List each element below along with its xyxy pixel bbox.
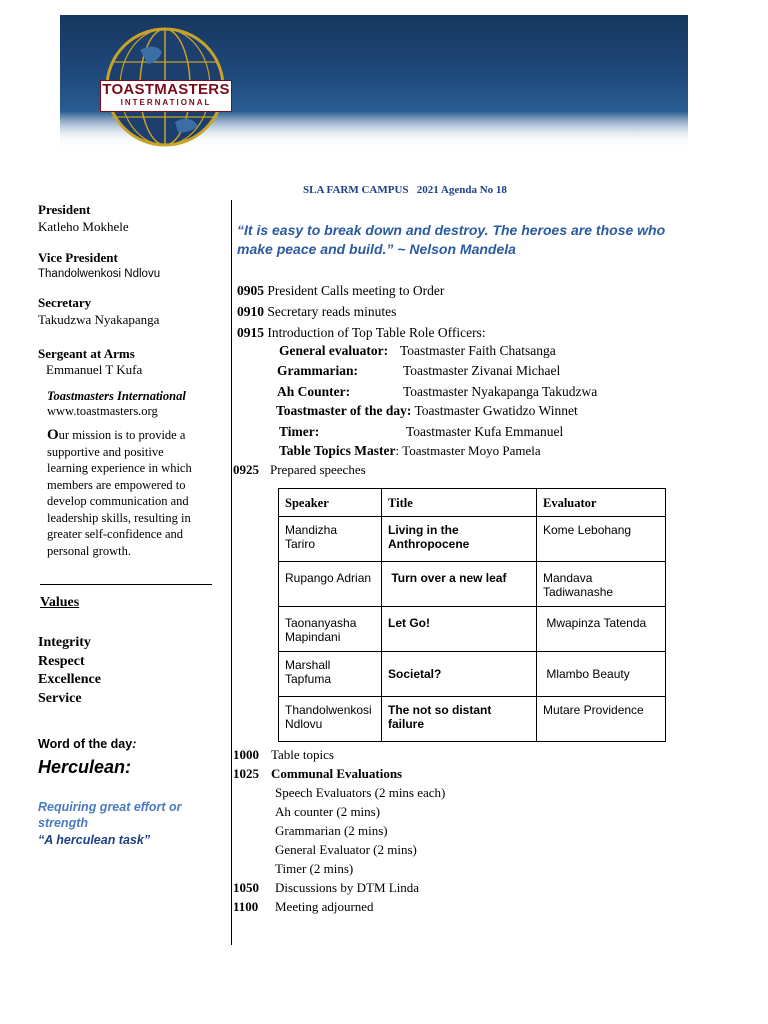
agenda-time: 1050 bbox=[233, 880, 259, 895]
cell-line: Taonanyasha bbox=[285, 616, 357, 630]
agenda-text: Prepared speeches bbox=[270, 462, 366, 477]
agenda-text: Table topics bbox=[271, 747, 334, 762]
value-item: Excellence bbox=[38, 672, 101, 687]
word-of-the-day-label bbox=[38, 737, 136, 751]
cell-line: Mandava bbox=[543, 571, 593, 585]
mission-line: leadership skills, resulting in bbox=[47, 510, 191, 525]
communal-item: Timer (2 mins) bbox=[275, 861, 354, 876]
table-row bbox=[279, 607, 666, 652]
table-row bbox=[279, 562, 666, 607]
officer-sergeant-at-arms bbox=[38, 346, 223, 378]
officer-name: Katleho Mokhele bbox=[38, 219, 129, 234]
column-header-evaluator: Evaluator bbox=[537, 489, 666, 517]
officer-vice-president bbox=[38, 250, 223, 280]
table-row bbox=[279, 652, 666, 697]
quote-line: make peace and build.” ~ Nelson Mandela bbox=[237, 241, 516, 257]
mission-line: ur mission is to provide a bbox=[58, 428, 186, 442]
org-url[interactable]: www.toastmasters.org bbox=[47, 404, 158, 418]
mission-line: greater self-confidence and bbox=[47, 527, 184, 541]
agenda-time: 0925 bbox=[233, 462, 259, 477]
cell-line: Tapfuma bbox=[285, 672, 332, 686]
role-toastmaster-of-the-day bbox=[276, 403, 578, 419]
agenda-opening bbox=[237, 280, 486, 343]
cell-line: The not so distant failure bbox=[388, 703, 492, 731]
officer-role: President bbox=[38, 202, 91, 217]
agenda-time: 0905 bbox=[237, 283, 264, 298]
role-general-evaluator: General evaluator: bbox=[279, 343, 389, 358]
agenda-time: 1100 bbox=[233, 899, 259, 914]
role-general-evaluator-name: Toastmaster Faith Chatsanga bbox=[400, 343, 556, 358]
table-row bbox=[279, 517, 666, 562]
cell-line: Living in the bbox=[388, 523, 459, 537]
agenda-text: Communal Evaluations bbox=[271, 766, 403, 781]
toastmasters-logo bbox=[100, 22, 230, 152]
officer-secretary bbox=[38, 295, 223, 328]
sidebar-divider bbox=[40, 584, 212, 585]
cell-line: Societal? bbox=[388, 667, 442, 681]
cell-line: Tariro bbox=[285, 537, 316, 551]
communal-item: General Evaluator (2 mins) bbox=[275, 842, 417, 857]
agenda-later bbox=[233, 745, 533, 916]
mission-line: members are empowered to bbox=[47, 477, 186, 492]
evaluator-cell bbox=[537, 652, 666, 697]
mission-initial: O bbox=[47, 427, 59, 443]
officer-role: Vice President bbox=[38, 250, 118, 265]
org-name: Toastmasters International bbox=[47, 389, 186, 403]
agenda-text: Discussions by DTM Linda bbox=[275, 880, 420, 895]
agenda-text: President Calls meeting to Order bbox=[264, 283, 445, 298]
agenda-time: 0910 bbox=[237, 304, 264, 319]
cell-line: Ndlovu bbox=[285, 717, 323, 731]
cell-line: Let Go! bbox=[388, 616, 430, 630]
agenda-item bbox=[233, 878, 533, 897]
quote bbox=[237, 221, 665, 259]
agenda-item bbox=[233, 764, 533, 783]
mission-line: personal growth. bbox=[47, 543, 132, 558]
agenda-prepared-speeches bbox=[233, 462, 366, 478]
role-ah-counter: Ah Counter: bbox=[277, 384, 351, 399]
role-label: Toastmaster of the day: bbox=[276, 403, 412, 418]
role-name: Toastmaster Gwatidzo Winnet bbox=[411, 403, 578, 418]
role-table-topics-master bbox=[279, 443, 541, 459]
column-divider bbox=[231, 200, 232, 945]
title-cell bbox=[382, 697, 537, 742]
title-cell bbox=[382, 517, 537, 562]
speeches-table bbox=[278, 488, 666, 742]
column-header-title: Title bbox=[382, 489, 537, 517]
agenda-item bbox=[237, 322, 486, 343]
value-item: Integrity bbox=[38, 635, 91, 650]
role-grammarian: Grammarian: bbox=[277, 363, 358, 378]
agenda-text: Secretary reads minutes bbox=[264, 304, 397, 319]
values-list bbox=[38, 634, 101, 708]
value-item: Respect bbox=[38, 653, 85, 669]
communal-item: Speech Evaluators (2 mins each) bbox=[275, 785, 446, 800]
agenda-item bbox=[233, 745, 533, 764]
word-of-the-day: Herculean: bbox=[38, 757, 132, 777]
cell-line: Mlambo Beauty bbox=[543, 667, 630, 681]
agenda-item bbox=[233, 897, 533, 916]
cell-line: Mwapinza Tatenda bbox=[543, 616, 647, 630]
mission-statement bbox=[47, 427, 223, 559]
word-example: “A herculean task” bbox=[38, 833, 151, 847]
logo-line-1: TOASTMASTERS bbox=[102, 81, 230, 98]
mission-line: supportive and positive bbox=[47, 444, 164, 459]
speaker-cell bbox=[279, 652, 382, 697]
agenda-item bbox=[237, 301, 486, 322]
agenda-item bbox=[237, 280, 486, 301]
cell-line: Mutare Providence bbox=[543, 703, 644, 717]
speaker-cell bbox=[279, 562, 382, 607]
cell-line: Turn over a new leaf bbox=[388, 571, 507, 585]
role-label: Table Topics Master bbox=[279, 443, 396, 458]
speaker-cell bbox=[279, 517, 382, 562]
officer-president bbox=[38, 202, 223, 235]
cell-line: Anthropocene bbox=[388, 537, 470, 551]
role-grammarian-name: Toastmaster Zivanai Michael bbox=[403, 363, 561, 378]
cell-line: Mandizha bbox=[285, 523, 338, 537]
sidebar bbox=[38, 202, 223, 559]
agenda-heading: SLA FARM CAMPUS 2021 Agenda No 18 bbox=[303, 184, 507, 196]
table-row bbox=[279, 697, 666, 742]
logo-line-2: INTERNATIONAL bbox=[120, 98, 212, 107]
logo-wordmark bbox=[100, 80, 232, 112]
agenda-text: Introduction of Top Table Role Officers: bbox=[264, 325, 486, 340]
mission-line: develop communication and bbox=[47, 494, 189, 508]
speaker-cell bbox=[279, 697, 382, 742]
officer-name: Emmanuel T Kufa bbox=[46, 362, 143, 377]
definition-line: strength bbox=[38, 816, 88, 830]
officer-role: Secretary bbox=[38, 295, 92, 310]
title-cell bbox=[382, 607, 537, 652]
cell-line: Thandolwenkosi bbox=[285, 703, 372, 717]
role-timer: Timer: bbox=[279, 424, 320, 439]
evaluator-cell bbox=[537, 517, 666, 562]
cell-line: Marshall bbox=[285, 658, 331, 672]
speaker-cell bbox=[279, 607, 382, 652]
agenda-time: 1025 bbox=[233, 766, 259, 781]
evaluator-cell bbox=[537, 607, 666, 652]
cell-line: Rupango Adrian bbox=[285, 571, 372, 585]
role-name: : Toastmaster Moyo Pamela bbox=[395, 443, 541, 458]
evaluator-cell bbox=[537, 562, 666, 607]
value-item: Service bbox=[38, 690, 82, 706]
officer-name: Thandolwenkosi Ndlovu bbox=[38, 268, 161, 280]
agenda-time: 1000 bbox=[233, 747, 259, 762]
word-label-colon: : bbox=[132, 737, 137, 751]
officer-role: Sergeant at Arms bbox=[38, 346, 135, 361]
evaluator-cell bbox=[537, 697, 666, 742]
cell-line: Tadiwanashe bbox=[543, 585, 614, 599]
values-title: Values bbox=[40, 595, 80, 610]
word-definition bbox=[38, 799, 182, 831]
mission-line: learning experience in which bbox=[47, 461, 192, 475]
column-header-speaker: Speaker bbox=[279, 489, 382, 517]
role-ah-counter-name: Toastmaster Nyakapanga Takudzwa bbox=[403, 384, 598, 399]
title-cell bbox=[382, 652, 537, 697]
communal-item: Grammarian (2 mins) bbox=[275, 823, 388, 838]
agenda-text: Meeting adjourned bbox=[275, 899, 374, 914]
officer-name: Takudzwa Nyakapanga bbox=[38, 312, 160, 327]
word-label-text: Word of the day bbox=[38, 737, 133, 751]
role-timer-name: Toastmaster Kufa Emmanuel bbox=[406, 424, 564, 439]
communal-item: Ah counter (2 mins) bbox=[275, 804, 381, 819]
cell-line: Kome Lebohang bbox=[543, 523, 632, 537]
cell-line: Mapindani bbox=[285, 630, 341, 644]
table-header-row bbox=[279, 489, 666, 517]
quote-line: “It is easy to break down and destroy. The heroes are those who bbox=[237, 222, 666, 238]
agenda-time: 0915 bbox=[237, 325, 264, 340]
title-cell bbox=[382, 562, 537, 607]
definition-line: Requiring great effort or bbox=[38, 800, 182, 814]
